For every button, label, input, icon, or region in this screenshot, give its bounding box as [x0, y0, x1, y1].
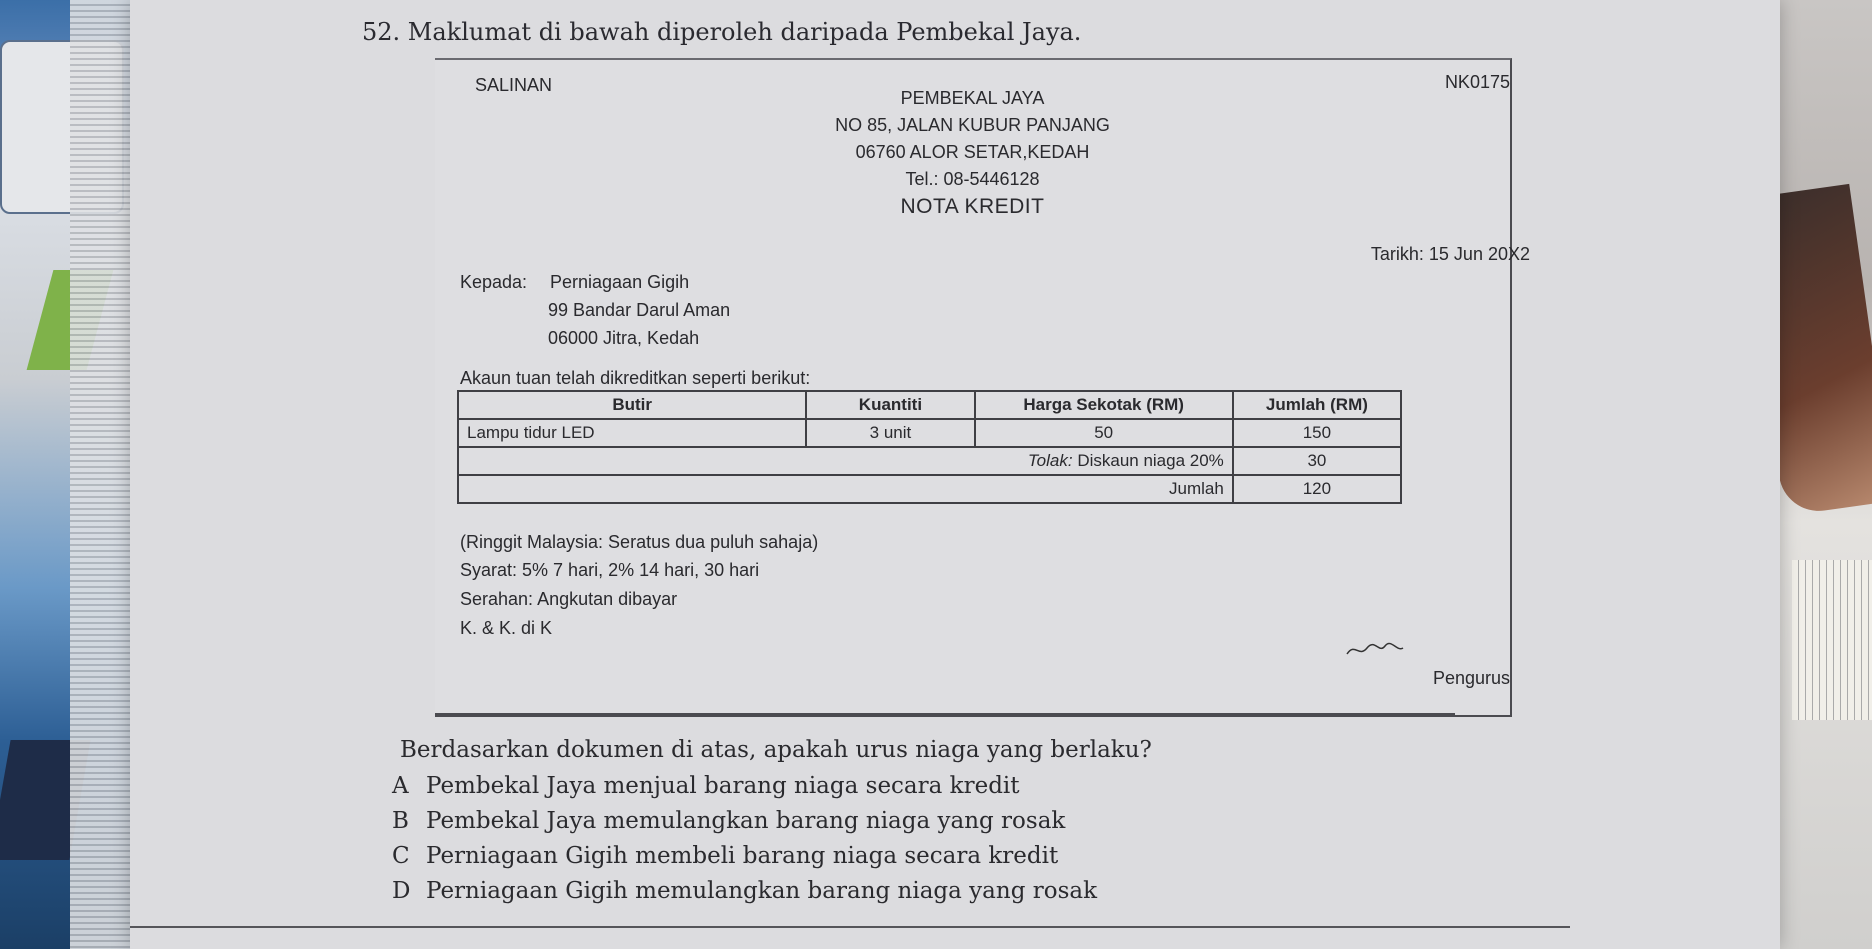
- recipient-address-line1: 99 Bandar Darul Aman: [548, 300, 731, 320]
- discount-row: [458, 447, 1401, 475]
- credit-terms: Syarat: 5% 7 hari, 2% 14 hari, 30 hari: [460, 560, 760, 580]
- background-ruler: [1792, 560, 1872, 720]
- recipient-address-line2: 06000 Jitra, Kedah: [548, 328, 700, 348]
- copy-label: SALINAN: [475, 75, 553, 95]
- page-bottom-rule: [130, 926, 1570, 928]
- cell-unit-price: 50: [975, 419, 1233, 447]
- signer-title: Pengurus: [1432, 668, 1510, 688]
- fob-terms: K. & K. di K: [460, 618, 553, 638]
- option-a[interactable]: [392, 773, 1020, 799]
- background-left: [0, 0, 150, 949]
- header-item: Butir: [458, 391, 806, 419]
- supplier-tel: Tel.: 08-5446128: [905, 169, 1040, 189]
- option-letter: A: [392, 773, 409, 799]
- question-text: Berdasarkan dokumen di atas, apakah urus niaga yang berlaku?: [400, 737, 1152, 763]
- option-letter: C: [392, 843, 410, 869]
- header-amount: Jumlah (RM): [1233, 391, 1401, 419]
- recipient-name: Perniagaan Gigih: [550, 272, 690, 292]
- option-text: Perniagaan Gigih membeli barang niaga secara kredit: [426, 843, 1059, 869]
- discount-value: 30: [1233, 447, 1401, 475]
- amount-in-words: (Ringgit Malaysia: Seratus dua puluh sahaja): [460, 532, 819, 552]
- cell-item: Lampu tidur LED: [458, 419, 806, 447]
- total-row: [458, 475, 1401, 503]
- header-unit-price: Harga Sekotak (RM): [975, 391, 1233, 419]
- signature: [1345, 640, 1405, 660]
- credit-items-table: [457, 390, 1402, 504]
- delivery-terms: Serahan: Angkutan dibayar: [460, 589, 678, 609]
- option-letter: D: [392, 878, 411, 904]
- question-title: 52. Maklumat di bawah diperoleh daripada Pembekal Jaya.: [362, 18, 1082, 46]
- option-letter: B: [392, 808, 409, 834]
- discount-label: Diskaun niaga 20%: [1077, 451, 1224, 470]
- option-d[interactable]: [392, 878, 1097, 904]
- cell-amount: 150: [1233, 419, 1401, 447]
- total-label: Jumlah: [458, 475, 1233, 503]
- document-title: NOTA KREDIT: [900, 195, 1045, 218]
- header-quantity: Kuantiti: [806, 391, 974, 419]
- total-value: 120: [1233, 475, 1401, 503]
- discount-label-cell: [458, 447, 1233, 475]
- exam-paper: [130, 0, 1780, 949]
- credited-statement: Akaun tuan telah dikreditkan seperti berikut:: [460, 368, 811, 388]
- option-text: Perniagaan Gigih memulangkan barang niaga yang rosak: [426, 878, 1098, 904]
- discount-prefix: Tolak:: [1027, 451, 1073, 470]
- table-header-row: [458, 391, 1401, 419]
- cell-quantity: 3 unit: [806, 419, 974, 447]
- supplier-address-line2: 06760 ALOR SETAR,KEDAH: [855, 142, 1090, 162]
- document-bottom-border: [435, 713, 1455, 715]
- recipient-label: Kepada:: [460, 272, 528, 292]
- option-b[interactable]: [392, 808, 1065, 834]
- option-text: Pembekal Jaya menjual barang niaga secara kredit: [426, 773, 1020, 799]
- option-text: Pembekal Jaya memulangkan barang niaga yang rosak: [426, 808, 1066, 834]
- supplier-name: PEMBEKAL JAYA: [900, 88, 1045, 108]
- option-c[interactable]: [392, 843, 1058, 869]
- supplier-address-line1: NO 85, JALAN KUBUR PANJANG: [835, 115, 1110, 135]
- table-row: [458, 419, 1401, 447]
- reference-number: NK0175: [1444, 72, 1510, 92]
- document-date: Tarikh: 15 Jun 20X2: [1370, 244, 1530, 264]
